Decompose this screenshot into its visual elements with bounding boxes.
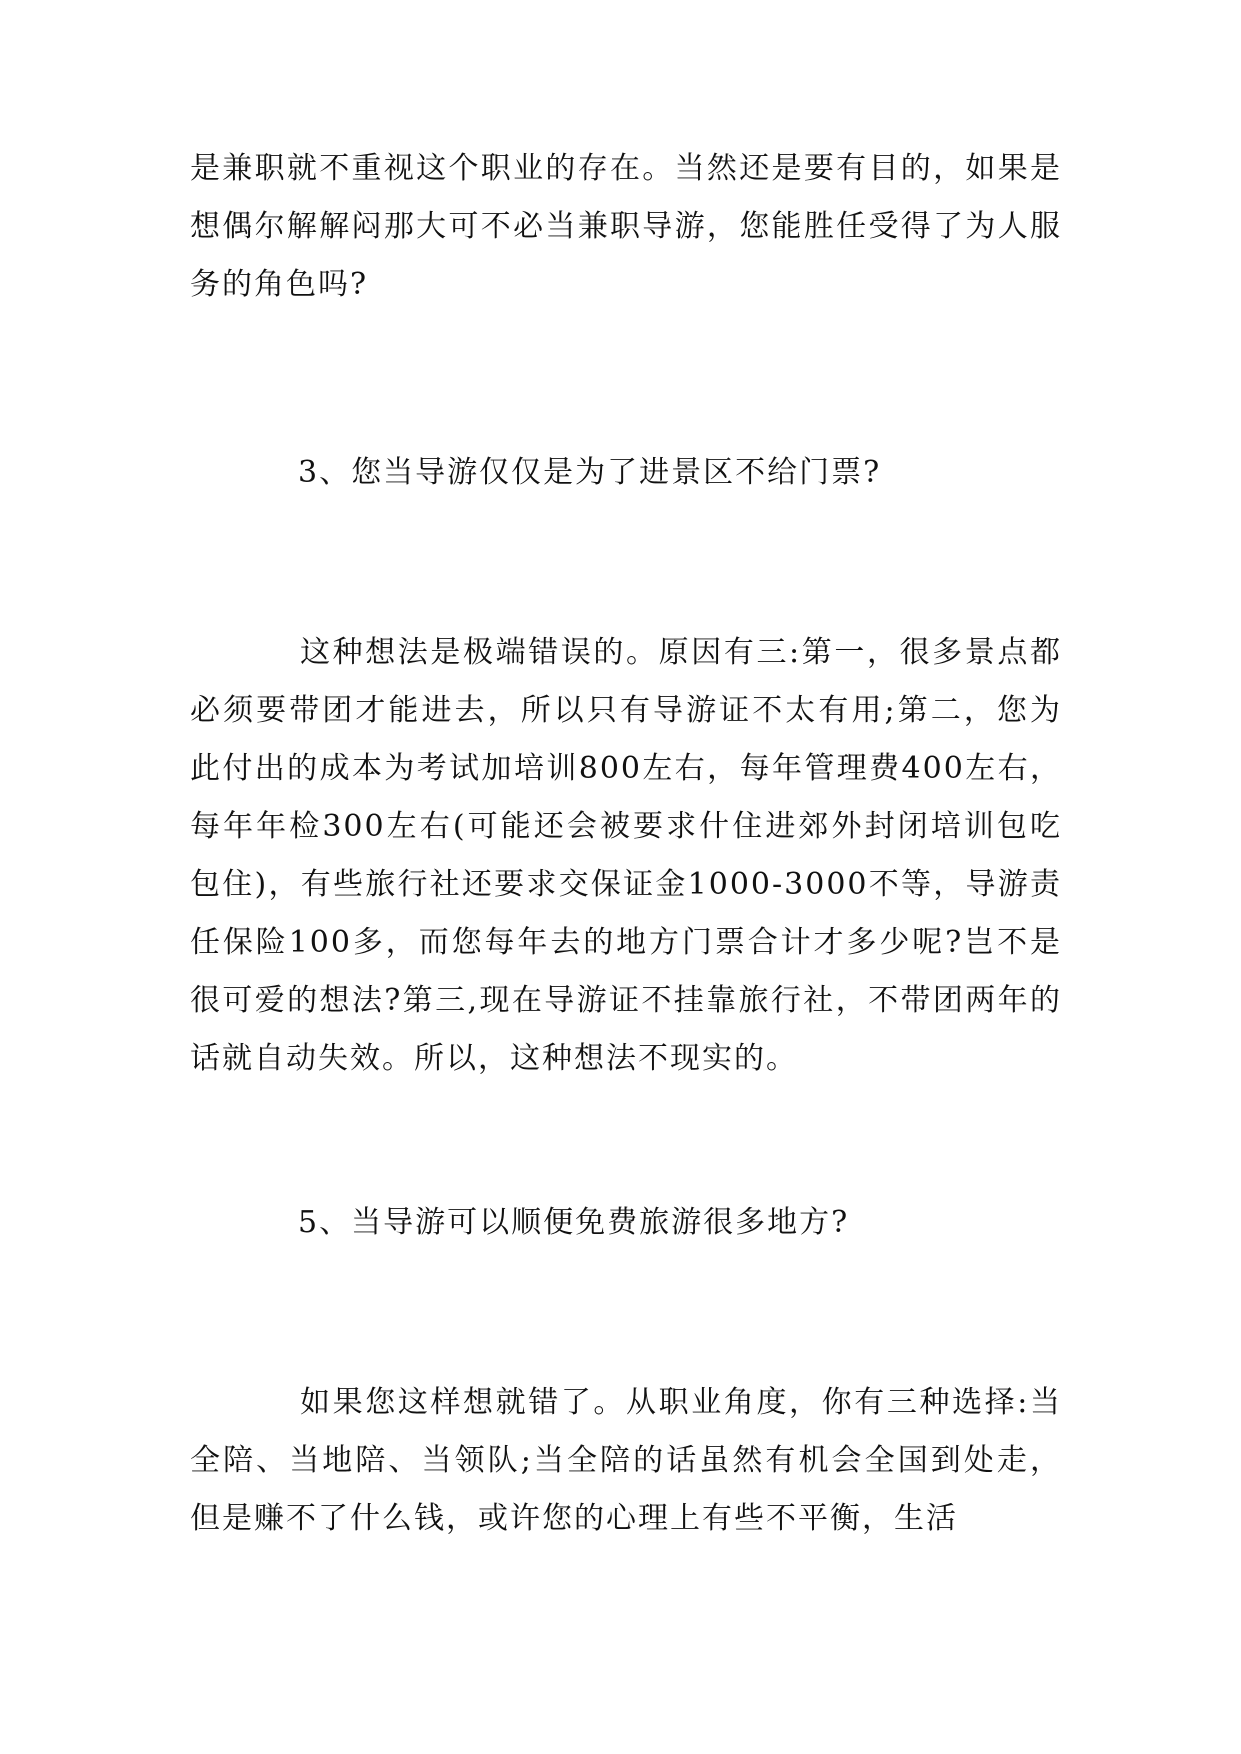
paragraph-section-3: 这种想法是极端错误的。原因有三:第一，很多景点都必须要带团才能进去，所以只有导游证不太有用;第二，您为此付出的成本为考试加培训800左右，每年管理费400左右，每年年检300左右(可能还会被要求什住进郊外封闭培训包吃包住)，有些旅行社还要求交保证金1000-3000不等，导游责任保险100多，而您每年去的地方门票合计才多少呢?岂不是很可爱的想法?第三,现在导游证不挂靠旅行社，不带团两年的话就自动失效。所以，这种想法不现实的。 [190,635,1062,1076]
paragraph-continued: 是兼职就不重视这个职业的存在。当然还是要有目的，如果是想偶尔解解闷那大可不必当兼职导游，您能胜任受得了为人服务的角色吗? [190,151,1062,302]
section-heading-5: 5、当导游可以顺便免费旅游很多地方? [298,1205,850,1240]
section-heading-3: 3、您当导游仅仅是为了进景区不给门票? [298,455,882,490]
paragraph-section-5: 如果您这样想就错了。从职业角度，你有三种选择:当全陪、当地陪、当领队;当全陪的话虽然有机会全国到处走，但是赚不了什么钱，或许您的心理上有些不平衡，生活 [190,1385,1062,1536]
